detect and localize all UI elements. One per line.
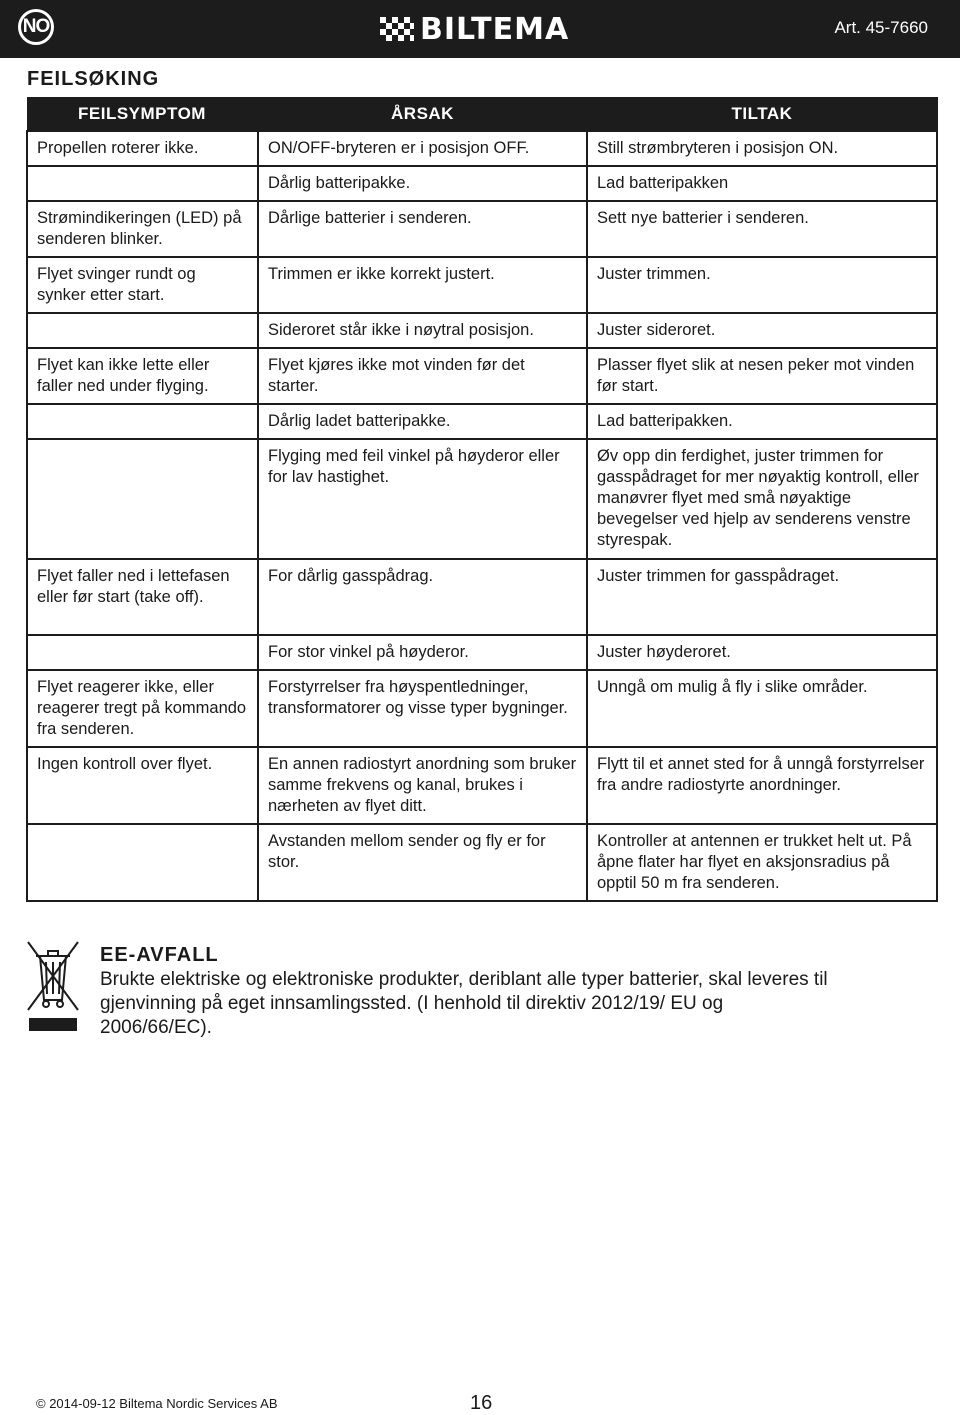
cell-cause: Forstyrrelser fra høyspentledninger, transformatorer og visse typer bygninger. <box>258 670 587 747</box>
cell-action: Lad batteripakken <box>587 166 937 201</box>
footer-copyright: © 2014-09-12 Biltema Nordic Services AB <box>36 1396 278 1411</box>
cell-action: Unngå om mulig å fly i slike områder. <box>587 670 937 747</box>
cell-action: Still strømbryteren i posisjon ON. <box>587 131 937 166</box>
table-row <box>27 747 937 824</box>
cell-cause: Dårlig ladet batteripakke. <box>258 404 587 439</box>
cell-cause: En annen radiostyrt anordning som bruker samme frekvens og kanal, brukes i nærheten av flyet ditt. <box>258 747 587 824</box>
cell-action: Plasser flyet slik at nesen peker mot vinden før start. <box>587 348 937 404</box>
cell-cause: Dårlige batterier i senderen. <box>258 201 587 257</box>
cell-symptom: Flyet reagerer ikke, eller reagerer tregt på kommando fra senderen. <box>27 670 258 747</box>
table-row <box>27 439 937 559</box>
cell-symptom: Flyet kan ikke lette eller faller ned under flyging. <box>27 348 258 404</box>
cell-action: Juster høyderoret. <box>587 635 937 670</box>
cell-symptom: Flyet faller ned i lettefasen eller før start (take off). <box>27 559 258 635</box>
troubleshooting-table <box>26 97 938 902</box>
table-row <box>27 131 937 166</box>
checkered-flag-icon <box>380 17 414 41</box>
cell-symptom <box>27 404 258 439</box>
cell-cause: For dårlig gasspådrag. <box>258 559 587 635</box>
cell-symptom: Flyet svinger rundt og synker etter start. <box>27 257 258 313</box>
cell-action: Flytt til et annet sted for å unngå forstyrrelser fra andre radiostyrte anordninger. <box>587 747 937 824</box>
cell-symptom <box>27 166 258 201</box>
cell-cause: Dårlig batteripakke. <box>258 166 587 201</box>
crossed-bin-icon <box>26 938 80 1012</box>
cell-action: Sett nye batterier i senderen. <box>587 201 937 257</box>
language-badge: NO <box>18 9 54 45</box>
ee-waste-title: EE-AVFALL <box>100 944 219 966</box>
cell-symptom: Strømindikeringen (LED) på senderen blinker. <box>27 201 258 257</box>
cell-symptom <box>27 439 258 559</box>
column-header-action: TILTAK <box>587 97 937 131</box>
cell-action: Lad batteripakken. <box>587 404 937 439</box>
cell-symptom <box>27 824 258 901</box>
table-row <box>27 635 937 670</box>
page-number: 16 <box>470 1392 493 1414</box>
cell-symptom <box>27 313 258 348</box>
table-row <box>27 257 937 313</box>
header-bar <box>0 0 960 58</box>
cell-cause: Trimmen er ikke korrekt justert. <box>258 257 587 313</box>
cell-cause: ON/OFF-bryteren er i posisjon OFF. <box>258 131 587 166</box>
biltema-logo <box>380 11 570 47</box>
table-row <box>27 670 937 747</box>
weee-bar <box>29 1018 77 1031</box>
cell-symptom: Ingen kontroll over flyet. <box>27 747 258 824</box>
table-row <box>27 824 937 901</box>
cell-cause: Avstanden mellom sender og fly er for stor. <box>258 824 587 901</box>
cell-symptom <box>27 635 258 670</box>
cell-symptom: Propellen roterer ikke. <box>27 131 258 166</box>
table-body <box>27 131 937 901</box>
column-header-cause: ÅRSAK <box>258 97 587 131</box>
table-row <box>27 201 937 257</box>
cell-action: Juster trimmen. <box>587 257 937 313</box>
cell-cause: Flyet kjøres ikke mot vinden før det starter. <box>258 348 587 404</box>
cell-cause: For stor vinkel på høyderor. <box>258 635 587 670</box>
section-title: FEILSØKING <box>27 68 160 90</box>
table-row <box>27 313 937 348</box>
brand-name: BILTEMA <box>420 11 570 47</box>
column-header-symptom: FEILSYMPTOM <box>27 97 258 131</box>
table-row <box>27 166 937 201</box>
cell-cause: Flyging med feil vinkel på høyderor eller for lav hastighet. <box>258 439 587 559</box>
ee-waste-text: Brukte elektriske og elektroniske produkter, deriblant alle typer batterier, skal leveres til gjenvinning på eget innsamlingssted. (I henhold til direktiv 2012/19/ EU og 2006/66/EC). <box>100 969 828 1038</box>
cell-action: Juster sideroret. <box>587 313 937 348</box>
table-header-row <box>27 97 937 131</box>
cell-action: Øv opp din ferdighet, juster trimmen for gasspådraget for mer nøyaktig kontroll, eller manøvrer flyet med små nøyaktige bevegelser ved hjelp av senderens venstre styrespak. <box>587 439 937 559</box>
table-row <box>27 348 937 404</box>
table-row <box>27 404 937 439</box>
cell-action: Kontroller at antennen er trukket helt ut. På åpne flater har flyet en aksjonsradius på opptil 50 m fra senderen. <box>587 824 937 901</box>
cell-cause: Sideroret står ikke i nøytral posisjon. <box>258 313 587 348</box>
cell-action: Juster trimmen for gasspådraget. <box>587 559 937 635</box>
table-row <box>27 559 937 635</box>
article-number: Art. 45-7660 <box>834 18 928 37</box>
